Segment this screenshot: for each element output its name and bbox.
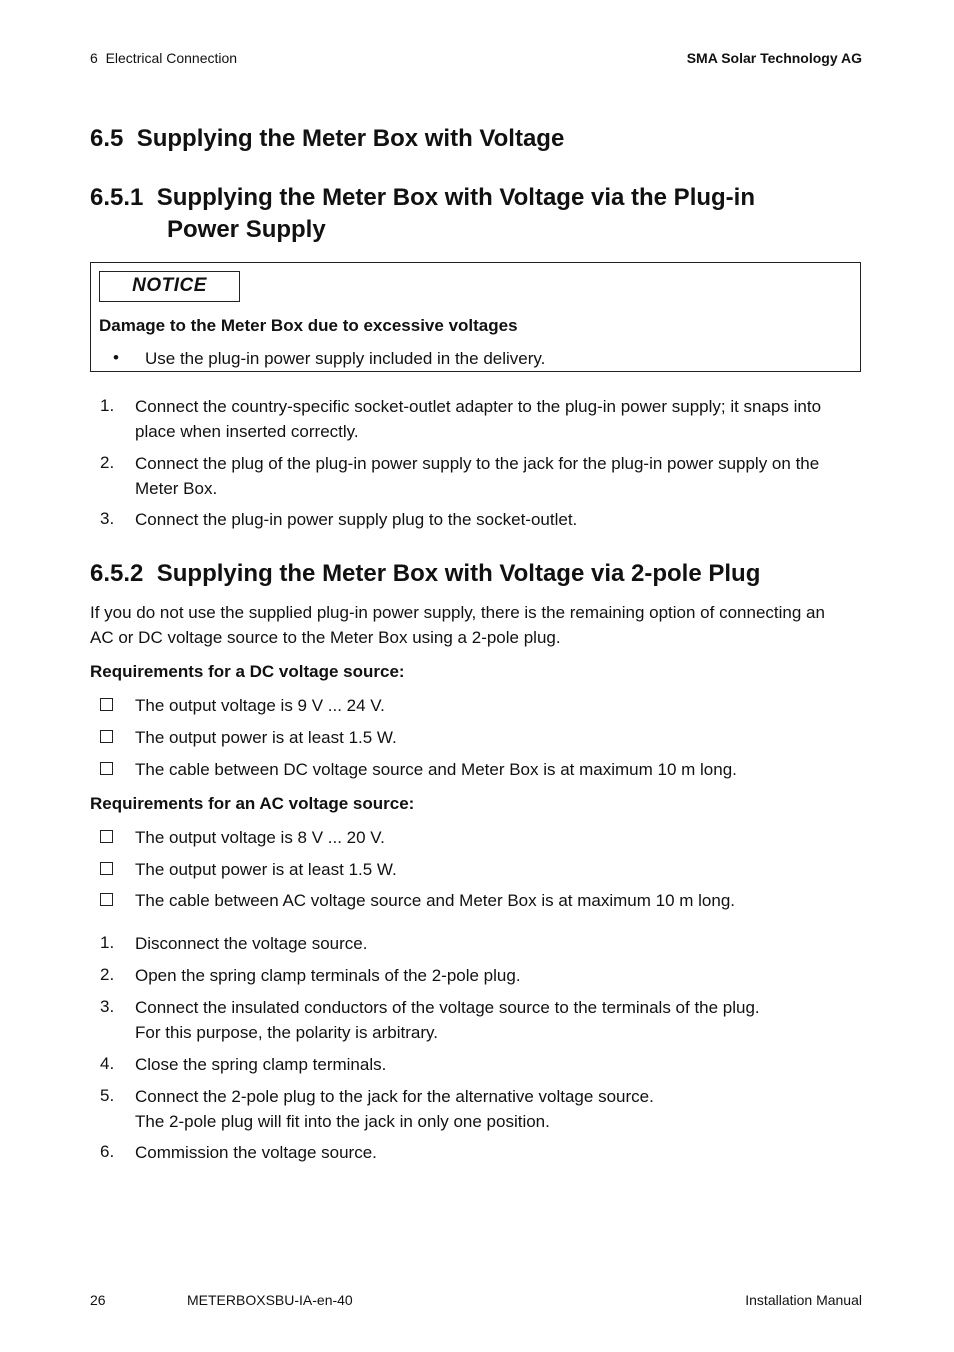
document-type: Installation Manual xyxy=(745,1292,862,1308)
step-text-line1: Connect the 2-pole plug to the jack for the alternative voltage source. xyxy=(135,1087,654,1106)
requirement-item: The cable between AC voltage source and Meter Box is at maximum 10 m long. xyxy=(135,891,736,910)
step-text-line2: place when inserted correctly. xyxy=(135,422,359,441)
step-number: 4. xyxy=(100,1054,115,1073)
step-text-line2: Meter Box. xyxy=(135,479,218,498)
requirement-item: The output voltage is 8 V ... 20 V. xyxy=(135,828,385,847)
checkbox-icon xyxy=(100,762,113,775)
step-text xyxy=(135,451,855,501)
step-number: 2. xyxy=(100,965,115,984)
checkbox-icon xyxy=(100,862,113,875)
step-number: 5. xyxy=(100,1086,115,1105)
notice-heading: Damage to the Meter Box due to excessive voltages xyxy=(99,316,518,335)
section-heading-6-5-2 xyxy=(90,560,760,588)
section-number: 6.5.2 xyxy=(90,560,144,587)
section-heading-6-5 xyxy=(90,125,564,153)
step-text-line1: Connect the plug of the plug-in power supply to the jack for the plug-in power supply on the xyxy=(135,454,820,473)
step-text: Connect the plug-in power supply plug to the socket-outlet. xyxy=(135,510,578,529)
section-title-line1: Supplying the Meter Box with Voltage via the Plug-in xyxy=(156,184,755,211)
step-text xyxy=(135,394,855,444)
section-heading-6-5-1 xyxy=(90,184,755,212)
step-number: 3. xyxy=(100,509,115,528)
step-text: Open the spring clamp terminals of the 2-pole plug. xyxy=(135,966,521,985)
intro-line1: If you do not use the supplied plug-in power supply, there is the remaining option of connecting an xyxy=(90,603,825,622)
step-text xyxy=(135,1084,855,1134)
notice-bullet-text: Use the plug-in power supply included in the delivery. xyxy=(145,349,546,368)
requirement-item: The output voltage is 9 V ... 24 V. xyxy=(135,696,385,715)
document-id: METERBOXSBU-IA-en-40 xyxy=(187,1292,353,1308)
checkbox-icon xyxy=(100,730,113,743)
step-text-line1: Connect the country-specific socket-outlet adapter to the plug-in power supply; it snaps into xyxy=(135,397,822,416)
step-text-line1: Connect the insulated conductors of the voltage source to the terminals of the plug. xyxy=(135,998,760,1017)
checkbox-icon xyxy=(100,830,113,843)
step-number: 1. xyxy=(100,933,115,952)
section-number: 6.5 xyxy=(90,125,124,152)
step-number: 3. xyxy=(100,997,115,1016)
checkbox-icon xyxy=(100,893,113,906)
step-text-line2: The 2-pole plug will fit into the jack in only one position. xyxy=(135,1112,550,1131)
section-title: Supplying the Meter Box with Voltage xyxy=(136,125,565,152)
section-title: Supplying the Meter Box with Voltage via 2-pole Plug xyxy=(156,560,761,587)
page-number: 26 xyxy=(90,1292,106,1308)
step-number: 6. xyxy=(100,1142,115,1161)
checkbox-icon xyxy=(100,698,113,711)
ac-requirements-heading: Requirements for an AC voltage source: xyxy=(90,794,415,813)
section-title-line2: Power Supply xyxy=(167,216,326,243)
requirement-item: The cable between DC voltage source and Meter Box is at maximum 10 m long. xyxy=(135,760,737,779)
running-header-chapter: 6 Electrical Connection xyxy=(90,50,238,66)
intro-paragraph xyxy=(90,600,860,650)
step-number: 2. xyxy=(100,453,115,472)
section-number: 6.5.1 xyxy=(90,184,144,211)
notice-label: NOTICE xyxy=(99,271,240,302)
requirement-item: The output power is at least 1.5 W. xyxy=(135,860,397,879)
step-text-line2: For this purpose, the polarity is arbitrary. xyxy=(135,1023,438,1042)
running-header-company: SMA Solar Technology AG xyxy=(686,50,862,66)
step-text: Commission the voltage source. xyxy=(135,1143,377,1162)
dc-requirements-heading: Requirements for a DC voltage source: xyxy=(90,662,405,681)
step-text: Disconnect the voltage source. xyxy=(135,934,368,953)
requirement-item: The output power is at least 1.5 W. xyxy=(135,728,397,747)
step-text xyxy=(135,995,855,1045)
step-text: Close the spring clamp terminals. xyxy=(135,1055,387,1074)
intro-line2: AC or DC voltage source to the Meter Box using a 2-pole plug. xyxy=(90,628,561,647)
bullet-symbol: • xyxy=(113,348,119,367)
step-number: 1. xyxy=(100,396,115,415)
